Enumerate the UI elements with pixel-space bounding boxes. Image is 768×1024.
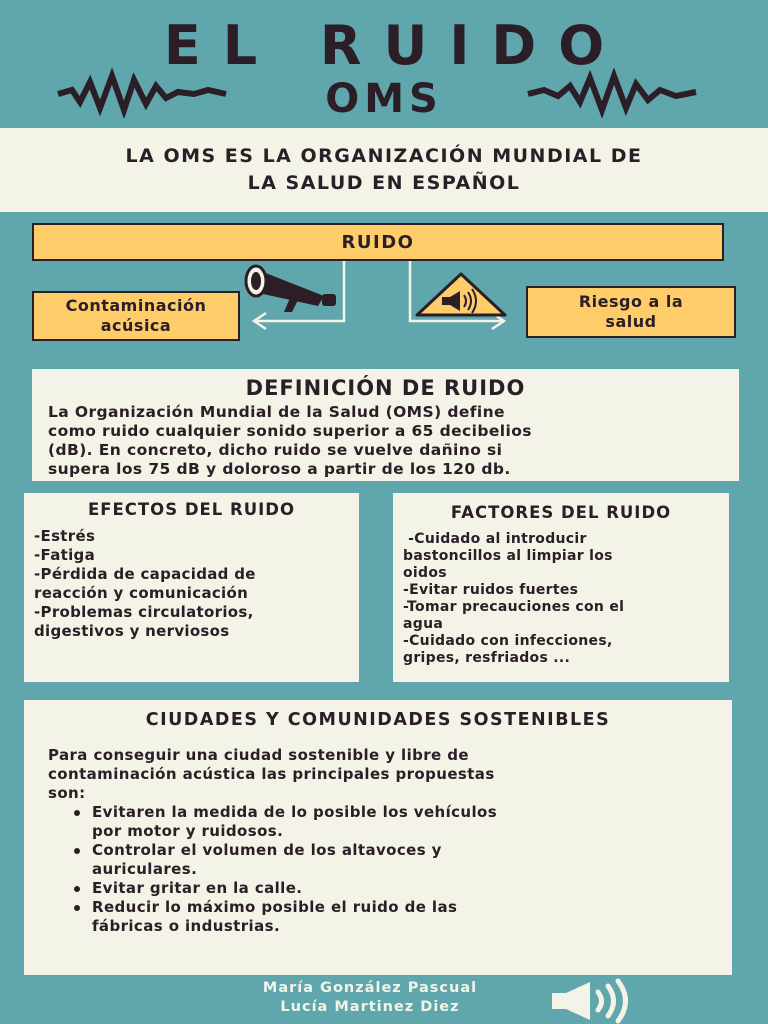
definicion-line: como ruido cualquier sonido superior a 65 decibelios xyxy=(48,422,532,440)
list-item-line: Evitaren la medida de lo posible los vehículos xyxy=(92,803,498,821)
efectos-line: -Pérdida de capacidad de xyxy=(34,565,256,583)
ciudades-intro-line: contaminación acústica las principales propuestas xyxy=(48,765,495,783)
definicion-line: (dB). En concreto, dicho ruido se vuelve dañino si xyxy=(48,441,503,459)
author-name: María González Pascual xyxy=(262,980,478,996)
definicion-card xyxy=(32,369,739,481)
riesgo-label: Riesgo a la xyxy=(578,292,684,311)
contaminacion-label: acúsica xyxy=(100,316,172,335)
efectos-line: -Estrés xyxy=(34,527,96,545)
list-item-line: auriculares. xyxy=(92,860,198,878)
factores-heading: FACTORES DEL RUIDO xyxy=(450,503,672,522)
factores-line: gripes, resfriados ... xyxy=(403,650,571,666)
factores-card xyxy=(393,493,729,682)
list-item-line: Reducir lo máximo posible el ruido de las xyxy=(92,898,458,916)
list-item-line: fábricas o industrias. xyxy=(92,917,281,935)
factores-line: -Cuidado al introducir xyxy=(403,531,587,547)
oms-banner xyxy=(0,128,768,212)
factores-line: bastoncillos al limpiar los xyxy=(403,548,613,564)
speaker-icon xyxy=(548,978,634,1024)
list-item-line: Controlar el volumen de los altavoces y xyxy=(92,841,442,859)
page-subtitle: OMS xyxy=(325,76,443,122)
megaphone-icon xyxy=(238,262,342,316)
efectos-line: -Problemas circulatorios, xyxy=(34,603,254,621)
list-item xyxy=(68,803,708,841)
efectos-heading: EFECTOS DEL RUIDO xyxy=(87,500,296,519)
contaminacion-label: Contaminación xyxy=(65,296,207,315)
ruido-label-box: RUIDO xyxy=(32,223,724,261)
ciudades-intro-line: son: xyxy=(48,784,86,802)
warning-speaker-icon xyxy=(414,271,508,319)
list-item-line: Evitar gritar en la calle. xyxy=(92,879,303,897)
factores-line: agua xyxy=(403,616,444,632)
efectos-card xyxy=(24,493,359,682)
list-item xyxy=(68,841,708,879)
banner-line: LA SALUD EN ESPAÑOL xyxy=(247,172,521,194)
efectos-line: digestivos y nerviosos xyxy=(34,622,230,640)
efectos-line: reacción y comunicación xyxy=(34,584,249,602)
ciudades-list xyxy=(68,803,708,936)
efectos-line: -Fatiga xyxy=(34,546,95,564)
list-item xyxy=(68,898,708,936)
author-name: Lucía Martinez Diez xyxy=(280,999,460,1015)
definicion-heading: DEFINICIÓN DE RUIDO xyxy=(245,376,526,400)
list-item xyxy=(68,879,708,898)
banner-line: LA OMS ES LA ORGANIZACIÓN MUNDIAL DE xyxy=(125,145,643,167)
ciudades-heading: CIUDADES Y COMUNIDADES SOSTENIBLES xyxy=(145,710,611,730)
list-item-line: por motor y ruidosos. xyxy=(92,822,284,840)
factores-line: -Tomar precauciones con el xyxy=(403,599,625,615)
factores-line: oidos xyxy=(403,565,447,581)
definicion-text xyxy=(48,403,723,479)
ciudades-intro xyxy=(48,746,708,803)
factores-line: -Cuidado con infecciones, xyxy=(403,633,613,649)
factores-line: -Evitar ruidos fuertes xyxy=(403,582,579,598)
definicion-line: supera los 75 dB y doloroso a partir de los 120 db. xyxy=(48,460,511,478)
ciudades-card xyxy=(24,700,732,975)
page-title: EL RUIDO xyxy=(163,14,627,77)
riesgo-label: salud xyxy=(605,312,657,331)
definicion-line: La Organización Mundial de la Salud (OMS) define xyxy=(48,403,505,421)
contaminacion-box xyxy=(32,291,240,341)
ciudades-intro-line: Para conseguir una ciudad sostenible y libre de xyxy=(48,746,469,764)
riesgo-box xyxy=(526,286,736,338)
